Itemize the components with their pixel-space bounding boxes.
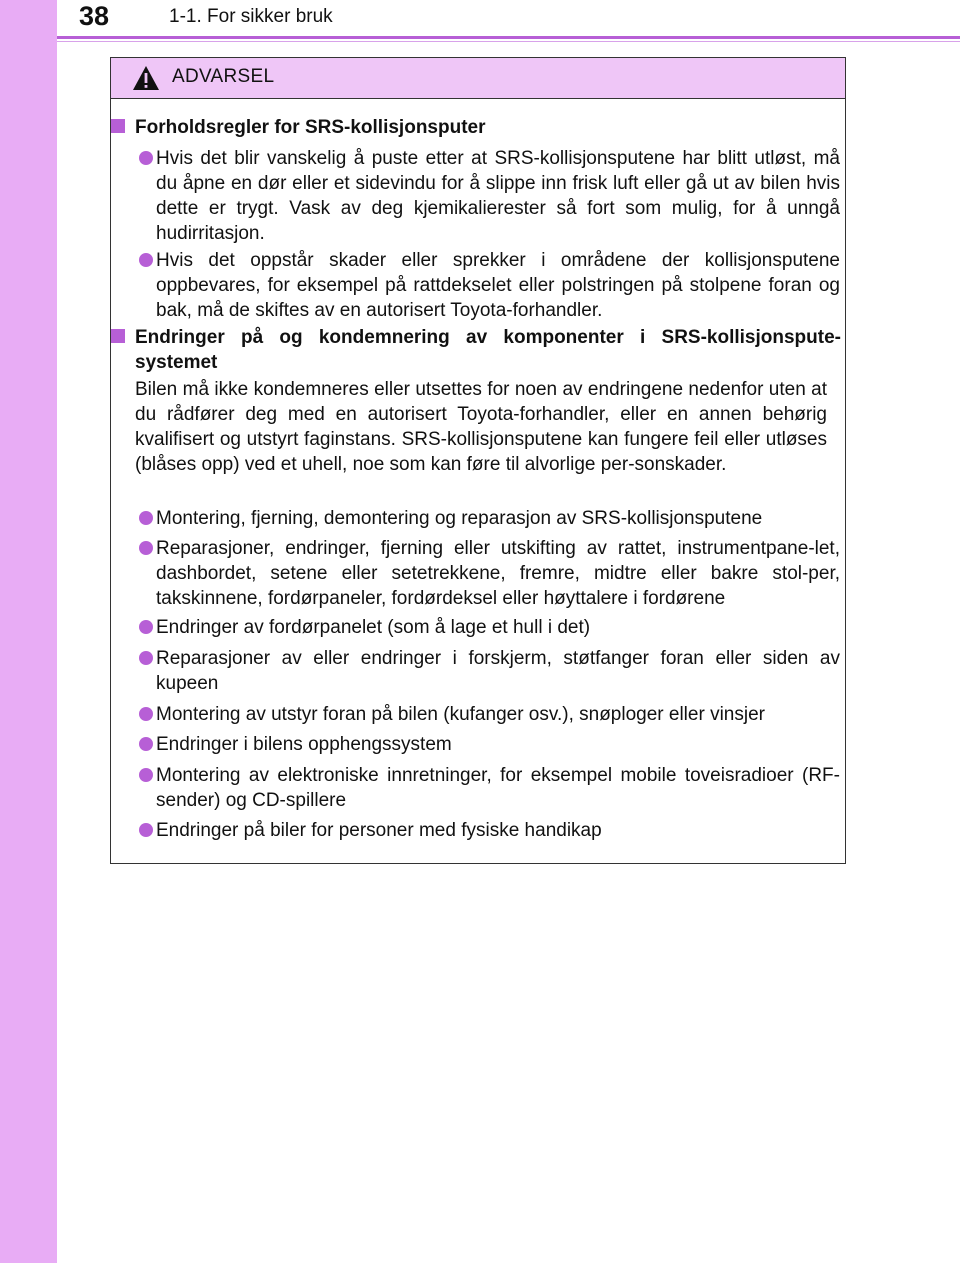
warning-triangle-icon — [132, 65, 160, 91]
list-item: Montering av elektroniske innretninger, for eksempel mobile toveisradioer (RF-sender) og CD-spillere — [156, 763, 840, 813]
round-bullet-icon — [139, 651, 153, 665]
round-bullet-icon — [139, 541, 153, 555]
round-bullet-icon — [139, 151, 153, 165]
list-item: Montering, fjerning, demontering og reparasjon av SRS-kollisjonsputene — [156, 506, 840, 531]
round-bullet-icon — [139, 620, 153, 634]
round-bullet-icon — [139, 707, 153, 721]
list-item: Endringer i bilens opphengssystem — [156, 732, 840, 757]
round-bullet-icon — [139, 768, 153, 782]
section-heading: Endringer på og kondemnering av komponenter i SRS-kollisjonspute-systemet — [135, 325, 841, 375]
page-number: 38 — [79, 1, 110, 31]
warning-box — [110, 57, 846, 864]
round-bullet-icon — [139, 737, 153, 751]
header-divider-thin — [57, 41, 960, 42]
section-title: 1-1. For sikker bruk — [169, 6, 333, 27]
list-item: Montering av utstyr foran på bilen (kufanger osv.), snøploger eller vinsjer — [156, 702, 840, 727]
warning-header — [111, 58, 845, 99]
list-item: Hvis det oppstår skader eller sprekker i områdene der kollisjonsputene oppbevares, for eksempel på rattdekselet eller polstringen på stolpene foran og bak, må de skiftes av en autorisert Toyota-forhandler. — [156, 248, 840, 323]
square-bullet-icon — [111, 119, 125, 133]
list-item: Endringer av fordørpanelet (som å lage et hull i det) — [156, 615, 840, 640]
square-bullet-icon — [111, 329, 125, 343]
warning-label: ADVARSEL — [172, 66, 275, 87]
round-bullet-icon — [139, 823, 153, 837]
side-color-strip — [0, 0, 57, 1263]
list-item: Endringer på biler for personer med fysiske handikap — [156, 818, 840, 843]
header-divider — [57, 36, 960, 39]
list-item: Reparasjoner, endringer, fjerning eller utskifting av rattet, instrumentpane-let, dashbordet, setene eller setetrekkene, fremre, midtre eller bakre stol-per, takskinnene, fordørpaneler, fordørdeksel eller høyttalere i fordørene — [156, 536, 840, 611]
round-bullet-icon — [139, 253, 153, 267]
section-paragraph: Bilen må ikke kondemneres eller utsettes for noen av endringene nedenfor uten at du rådfører deg med en autorisert Toyota-forhandler, eller en annen behørig kvalifisert og utstyrt faginstans. SRS-kollisjonsputene kan fungere feil eller utløses (blåses opp) ved et uhell, noe som kan føre til alvorlige per-sonskader. — [135, 379, 827, 475]
round-bullet-icon — [139, 511, 153, 525]
list-item: Hvis det blir vanskelig å puste etter at SRS-kollisjonsputene har blitt utløst, må du åpne en dør eller et sidevindu for å slippe inn frisk luft eller gå ut av bilen hvis dette er trygt. Vask av deg kjemikalierester så fort som mulig, for å unngå hudirritasjon. — [156, 146, 840, 246]
list-item: Reparasjoner av eller endringer i forskjerm, støtfanger foran eller siden av kupeen — [156, 646, 840, 696]
section-heading: Forholdsregler for SRS-kollisjonsputer — [135, 115, 841, 140]
